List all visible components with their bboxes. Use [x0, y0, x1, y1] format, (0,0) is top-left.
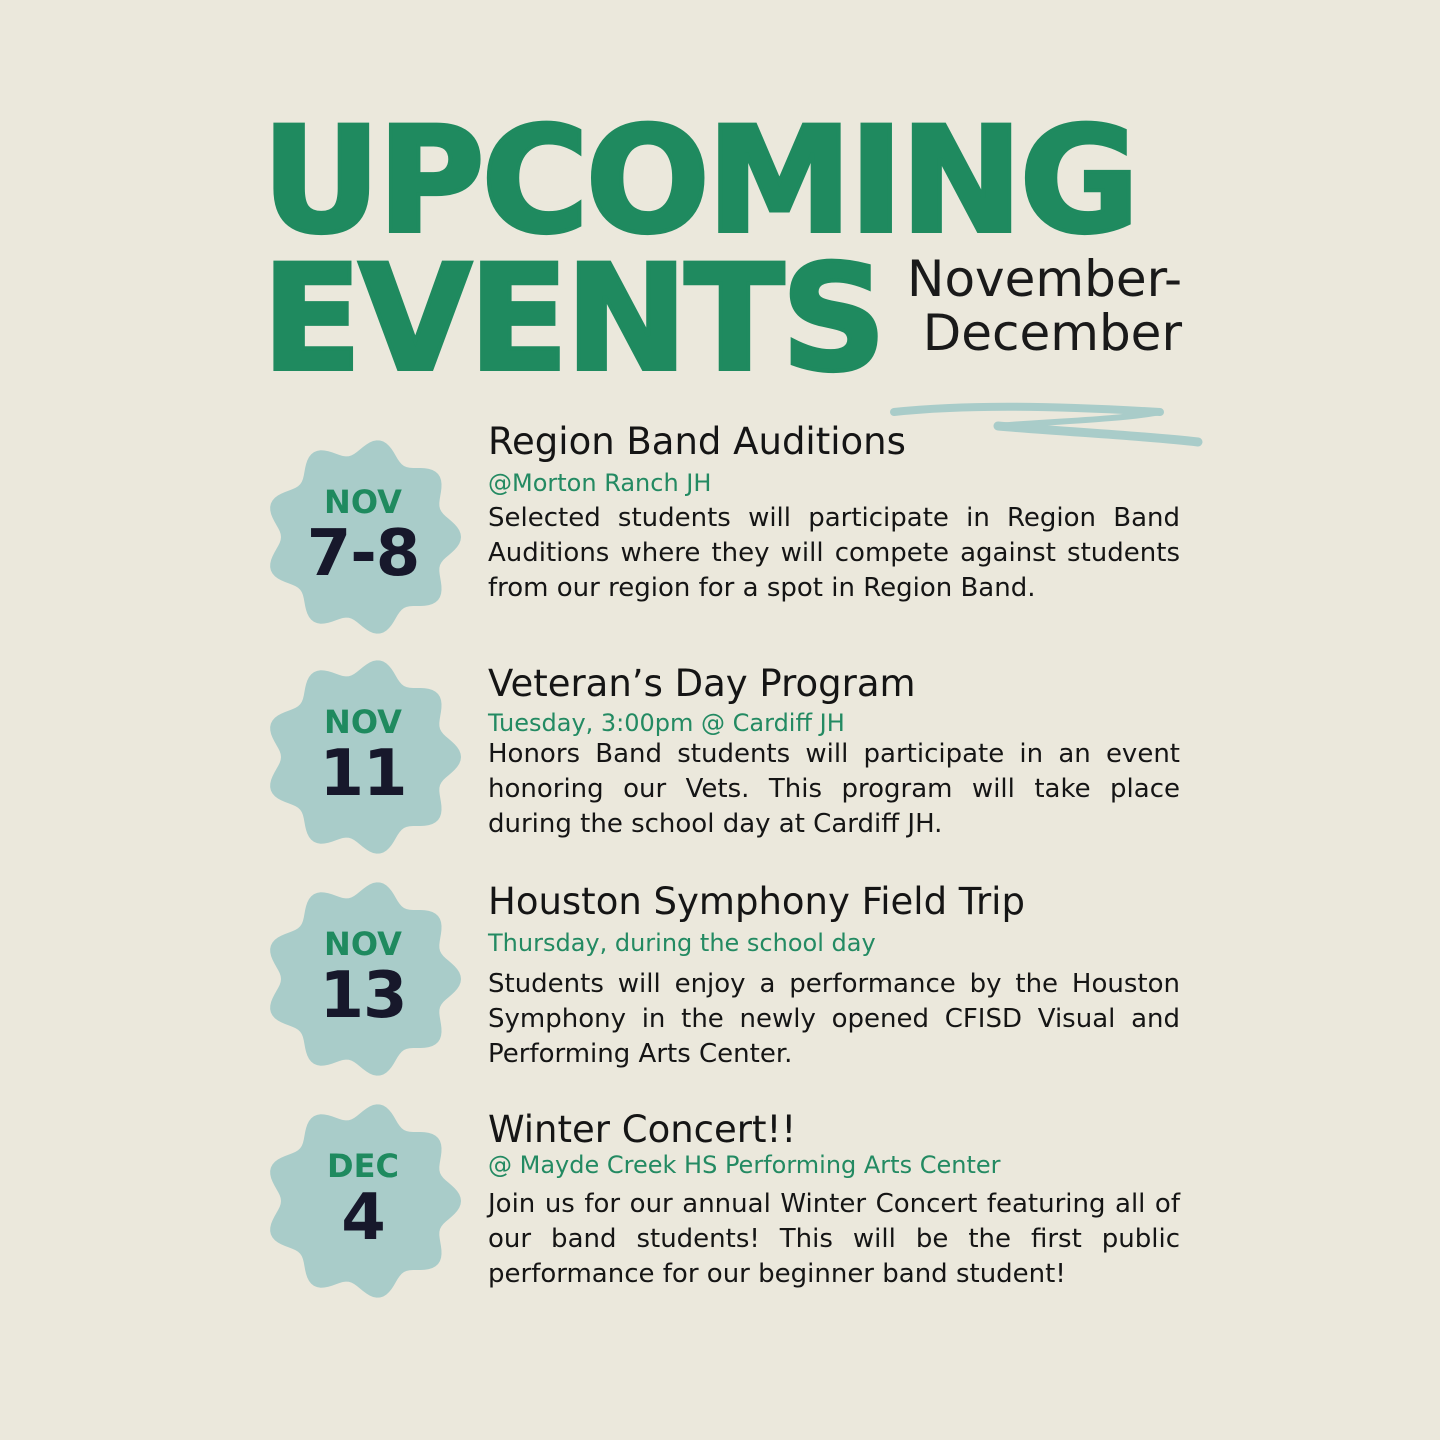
badge-day: 11: [319, 737, 407, 811]
event-title: Region Band Auditions: [488, 420, 906, 463]
event-content: [488, 422, 1180, 606]
event-description: Students will enjoy a performance by the Houston Symphony in the newly opened CFISD Visual and Performing Arts Center.: [488, 969, 1180, 1070]
event-content: [488, 882, 1180, 1072]
date-badge: [262, 1100, 464, 1302]
subtitle-line-2: December: [922, 304, 1182, 362]
date-badge: [262, 878, 464, 1080]
event-detail: @Morton Ranch JH: [488, 468, 712, 497]
event-title: Veteran’s Day Program: [488, 662, 916, 705]
event-detail: Thursday, during the school day: [488, 928, 876, 957]
event-title: Winter Concert!!: [488, 1108, 797, 1151]
event-description: Join us for our annual Winter Concert featuring all of our band students! This will be the first public performance for our beginner band student!: [488, 1189, 1180, 1290]
badge-month: NOV: [324, 703, 402, 741]
date-range-subtitle: [907, 252, 1182, 360]
event-content: [488, 664, 1180, 842]
badge-day: 7-8: [306, 517, 420, 591]
badge-day: 13: [319, 959, 407, 1033]
event-detail: @ Mayde Creek HS Performing Arts Center: [488, 1150, 1001, 1179]
subtitle-line-1: November-: [907, 250, 1182, 308]
event-detail: Tuesday, 3:00pm @ Cardiff JH: [488, 708, 845, 737]
badge-month: DEC: [327, 1147, 399, 1185]
event-description: Selected students will participate in Region Band Auditions where they will compete against students from our region for a spot in Region Band.: [488, 503, 1180, 604]
event-title: Houston Symphony Field Trip: [488, 880, 1025, 923]
date-badge: [262, 436, 464, 638]
badge-month: NOV: [324, 483, 402, 521]
event-description: Honors Band students will participate in an event honoring our Vets. This program will take place during the school day at Cardiff JH.: [488, 739, 1180, 840]
page-title-events: EVENTS: [262, 234, 884, 404]
badge-day: 4: [341, 1181, 385, 1255]
date-badge: [262, 656, 464, 858]
page-title-upcoming: UPCOMING: [262, 96, 1137, 266]
event-content: [488, 1110, 1180, 1292]
badge-month: NOV: [324, 925, 402, 963]
